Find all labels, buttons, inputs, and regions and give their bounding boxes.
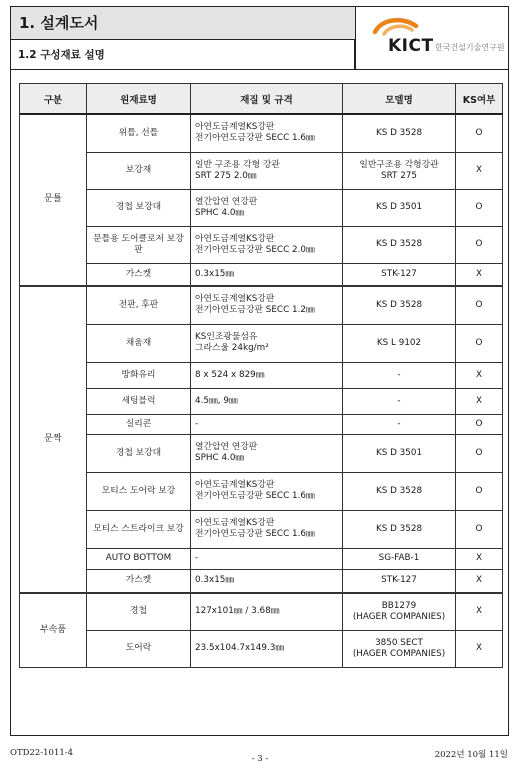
model-line: STK-127 [381,575,417,586]
spec-cell [191,362,343,388]
table-group-frame [20,114,503,286]
spec-line: - [195,553,199,563]
ks-status-cell: O [456,226,503,263]
material-cell: 위틀, 선틀 [87,114,191,152]
model-cell [343,114,456,152]
column-header-model: 모델명 [343,84,456,115]
table-row [20,114,503,152]
logo-org-name: 한국건설기술연구원 [435,43,505,52]
material-cell: 채움재 [87,324,191,362]
spec-line: SRT 275 2.0㎜ [195,170,257,181]
model-cell [343,362,456,388]
model-cell [343,226,456,263]
model-line: KS D 3528 [375,299,423,310]
table-row [20,189,503,226]
spec-line: 전기아연도금강판 SECC 1.2㎜ [195,305,315,316]
model-line: KS D 3528 [375,485,423,496]
model-line: - [397,369,401,380]
table-row [20,286,503,324]
model-cell [343,510,456,548]
spec-line: 8 x 524 x 829㎜ [195,369,265,380]
spec-line: 아연도금계열KS강판 [195,294,275,305]
model-cell [343,263,456,286]
table-row [20,324,503,362]
model-cell [343,152,456,189]
table-group-door-leaf [20,286,503,593]
model-cell [343,472,456,510]
spec-cell [191,630,343,667]
spec-line: 아연도금계열KS강판 [195,122,275,133]
model-line: KS L 9102 [376,337,422,348]
model-cell [343,414,456,434]
ks-status-cell: O [456,510,503,548]
table-row [20,414,503,434]
spec-cell [191,152,343,189]
material-cell: 가스켓 [87,263,191,286]
model-line: KS D 3501 [375,202,423,212]
spec-cell [191,114,343,152]
material-cell: 실리콘 [87,414,191,434]
table-row [20,226,503,263]
footer-doc-id: OTD22-1011-4 [10,748,74,758]
model-cell [343,630,456,667]
spec-line: 23.5x104.7x149.3㎜ [195,643,285,653]
ks-status-cell: X [456,362,503,388]
spec-line: - [195,418,199,429]
spec-line: 아연도금계열KS강판 [195,233,275,244]
spec-line: SPHC 4.0㎜ [195,453,245,463]
spec-line: 일반 구조용 각형 강관 [195,159,280,170]
materials-table [19,83,503,668]
ks-status-cell: X [456,263,503,286]
spec-line: 4.5㎜, 9㎜ [195,395,238,406]
spec-cell [191,569,343,593]
group-label: 문틀 [20,114,87,286]
model-cell [343,548,456,569]
material-cell: AUTO BOTTOM [87,548,191,569]
ks-status-cell: O [456,189,503,226]
spec-cell [191,414,343,434]
spec-line: 전기아연도금강판 SECC 1.6㎜ [195,529,315,539]
table-row [20,388,503,414]
spec-cell [191,226,343,263]
kict-logo [355,7,508,70]
model-line: 일반구조용 각형강관 [359,159,439,170]
document-page [10,6,509,736]
ks-status-cell: O [456,114,503,152]
material-cell: 경첩 보강대 [87,434,191,472]
group-label: 문짝 [20,286,87,593]
spec-line: KS인조광물섬유 [195,332,258,343]
model-line: SG-FAB-1 [378,553,420,563]
spec-line: 전기아연도금강판 SECC 1.6㎜ [195,491,315,501]
table-group-accessories [20,593,503,667]
ks-status-cell: O [456,286,503,324]
table-row [20,548,503,569]
ks-status-cell: X [456,569,503,593]
column-header-category: 구분 [20,84,87,115]
ks-status-cell: X [456,152,503,189]
table-row [20,434,503,472]
section-title: 1. 설계도서 [11,7,355,40]
model-line: STK-127 [381,268,417,279]
ks-status-cell: O [456,324,503,362]
material-cell: 문틀용 도어클로저 보강판 [87,226,191,263]
model-line: SRT 275 [380,170,418,181]
spec-line: 전기아연도금강판 SECC 1.6㎜ [195,133,315,144]
spec-cell [191,593,343,630]
material-cell: 전판, 후판 [87,286,191,324]
table-row [20,630,503,667]
column-header-spec: 재질 및 규격 [191,84,343,115]
model-line: BB1279 [381,600,417,611]
table-row [20,593,503,630]
model-line: - [397,395,401,406]
table-row [20,569,503,593]
ks-status-cell: X [456,388,503,414]
table-header-row [20,84,503,115]
model-cell [343,189,456,226]
model-cell [343,434,456,472]
model-line: KS D 3528 [375,239,423,249]
spec-line: 아연도금계열KS강판 [195,518,275,529]
model-cell [343,593,456,630]
model-cell [343,286,456,324]
table-row [20,472,503,510]
spec-cell [191,434,343,472]
ks-status-cell: X [456,593,503,630]
spec-line: 열간압연 연강판 [195,442,258,453]
material-cell: 모티스 스트라이크 보강 [87,510,191,548]
material-cell: 경첩 [87,593,191,630]
subsection-title: 1.2 구성재료 설명 [11,40,355,70]
spec-cell [191,263,343,286]
spec-cell [191,510,343,548]
ks-status-cell: X [456,630,503,667]
spec-cell [191,388,343,414]
model-cell [343,324,456,362]
ks-status-cell: O [456,414,503,434]
material-cell: 도어락 [87,630,191,667]
spec-cell [191,548,343,569]
spec-line: 0.3x15㎜ [195,575,235,586]
spec-cell [191,472,343,510]
material-cell: 보강재 [87,152,191,189]
ks-status-cell: O [456,434,503,472]
material-cell: 가스켓 [87,569,191,593]
spec-line: 아연도금계열KS강판 [195,480,275,491]
material-cell: 경첩 보강대 [87,189,191,226]
footer-date: 2022년 10월 11일 [434,750,508,760]
spec-cell [191,286,343,324]
table-row [20,263,503,286]
column-header-material: 원재료명 [87,84,191,115]
footer-page-number: - 3 - [251,754,269,764]
model-cell [343,388,456,414]
table-row [20,362,503,388]
column-header-ks: KS여부 [456,84,503,115]
model-cell [343,569,456,593]
spec-line: SPHC 4.0㎜ [195,207,245,218]
material-cell: 방화유리 [87,362,191,388]
spec-cell [191,324,343,362]
model-line: 3850 SECT [375,637,423,648]
logo-wordmark: KICT [388,36,434,56]
model-line: KS D 3528 [375,127,423,138]
table-row [20,152,503,189]
spec-line: 열간압연 연강판 [195,196,258,207]
spec-line: 0.3x15㎜ [195,268,235,279]
model-line: KS D 3501 [375,447,423,458]
model-line: KS D 3528 [375,523,423,534]
spec-cell [191,189,343,226]
spec-line: 127x101㎜ / 3.68㎜ [195,606,280,617]
table-row [20,510,503,548]
model-line: (HAGER COMPANIES) [352,648,446,659]
spec-line: 전기아연도금강판 SECC 2.0㎜ [195,244,315,255]
spec-line: 그라스울 24kg/m² [195,343,269,353]
group-label: 부속품 [20,593,87,667]
model-line: (HAGER COMPANIES) [352,611,446,622]
material-cell: 세팅블럭 [87,388,191,414]
ks-status-cell: X [456,548,503,569]
model-line: - [397,418,401,429]
material-cell: 모티스 도어락 보강 [87,472,191,510]
ks-status-cell: O [456,472,503,510]
